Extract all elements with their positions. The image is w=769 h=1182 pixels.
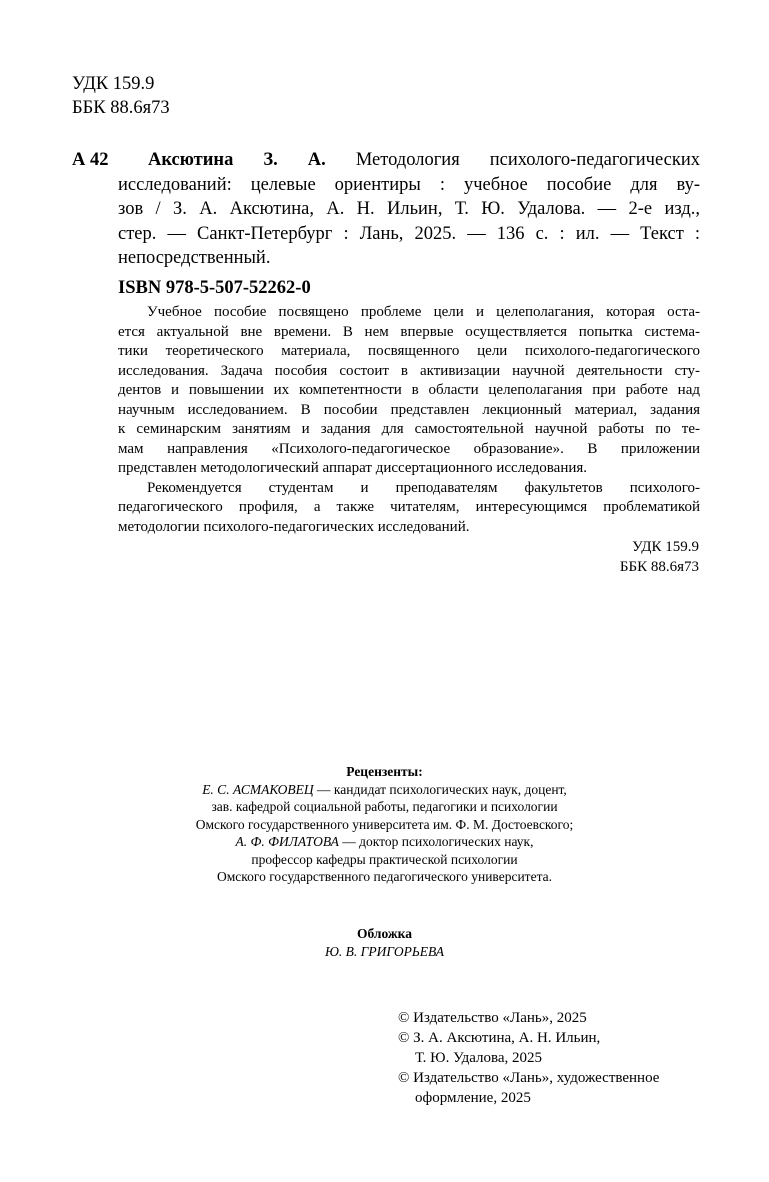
copyright-line: © Издательство «Лань», 2025 xyxy=(398,1010,587,1026)
copyright-line: © Издательство «Лань», художественное xyxy=(398,1070,660,1086)
bibliographic-line: стер. — Санкт-Петербург : Лань, 2025. — 136 с. : ил. — Текст : xyxy=(118,223,700,244)
abstract-line: педагогического профиля, а также читателям, интересующимся проблематикой xyxy=(118,499,700,515)
abstract-line: представлен методологический аппарат диссертационного исследования. xyxy=(118,460,588,476)
reviewer-line: зав. кафедрой социальной работы, педагогики и психологии xyxy=(211,799,558,814)
abstract-line: к семинарским занятиям и задания для самостоятельной научной работы по те- xyxy=(118,421,700,437)
bbk-code: ББК 88.6я73 xyxy=(72,98,170,118)
header-classification-codes xyxy=(72,72,170,120)
abstract-line: Рекомендуется студентам и преподавателям факультетов психолого- xyxy=(147,479,700,496)
cover-heading: Обложка xyxy=(356,926,412,941)
reviewers-block xyxy=(0,763,769,886)
abstract-line: тики теоретического материала, посвященного цели психолого-педагогического xyxy=(118,343,700,359)
reviewers-heading: Рецензенты: xyxy=(346,764,423,779)
abstract-line: научным исследованием. В пособии представлен лекционный материал, задания xyxy=(118,401,700,418)
abstract-line: методологии психолого-педагогических исследований. xyxy=(118,518,470,535)
copyright-block xyxy=(398,1008,659,1108)
reviewer-line: А. Ф. ФИЛАТОВА — доктор психологических наук, xyxy=(235,834,534,849)
isbn: ISBN 978-5-507-52262-0 xyxy=(118,278,311,298)
reviewer-line: профессор кафедры практической психологии xyxy=(251,851,518,867)
abstract-line: исследования. Задача пособия состоит в активизации научной деятельности сту- xyxy=(118,362,700,379)
abstract-line: Учебное пособие посвящено проблеме цели и целеполагания, которая оста- xyxy=(147,304,700,320)
copyright-line: © З. А. Аксютина, А. Н. Ильин, xyxy=(398,1030,601,1046)
copyright-line: Т. Ю. Удалова, 2025 xyxy=(415,1050,543,1066)
abstract-line: дентов и повышении их компетентности в области целеполагания при работе над xyxy=(118,382,700,398)
bibliographic-line: непосредственный. xyxy=(118,248,271,268)
bbk-code: ББК 88.6я73 xyxy=(619,558,699,575)
bibliographic-line: исследований: целевые ориентиры : учебное пособие для ву- xyxy=(118,174,700,195)
abstract xyxy=(118,303,700,537)
reviewer-name: Е. С. АСМАКОВЕЦ xyxy=(202,781,314,797)
copyright-line: оформление, 2025 xyxy=(415,1090,531,1106)
call-number: А 42 xyxy=(72,150,109,170)
reviewer-line: Е. С. АСМАКОВЕЦ — кандидат психологических наук, доцент, xyxy=(202,781,567,797)
reviewer-name: А. Ф. ФИЛАТОВА xyxy=(235,834,339,849)
abstract-line: мам направления «Психолого-педагогическое образование». В приложении xyxy=(118,440,700,457)
author-name: Аксютина З. А. xyxy=(148,150,326,170)
cover-designer: Ю. В. ГРИГОРЬЕВА xyxy=(324,943,445,959)
bibliographic-record xyxy=(72,148,700,271)
reviewer-line: Омского государственного университета им. Ф. М. Достоевского; xyxy=(195,816,574,832)
udk-code: УДК 159.9 xyxy=(72,74,155,94)
reviewer-line: Омского государственного педагогического университета. xyxy=(217,869,552,884)
udk-code: УДК 159.9 xyxy=(632,539,699,555)
bibliographic-line: Аксютина З. А. Методология психолого-педагогических xyxy=(148,150,701,170)
abstract-line: ется актуальной вне времени. В нем впервые осуществляется попытка система- xyxy=(118,323,700,340)
cover-credit xyxy=(0,925,769,960)
footer-classification-codes xyxy=(620,538,699,577)
bibliographic-line: зов / З. А. Аксютина, А. Н. Ильин, Т. Ю. Удалова. — 2-е изд., xyxy=(118,199,700,219)
